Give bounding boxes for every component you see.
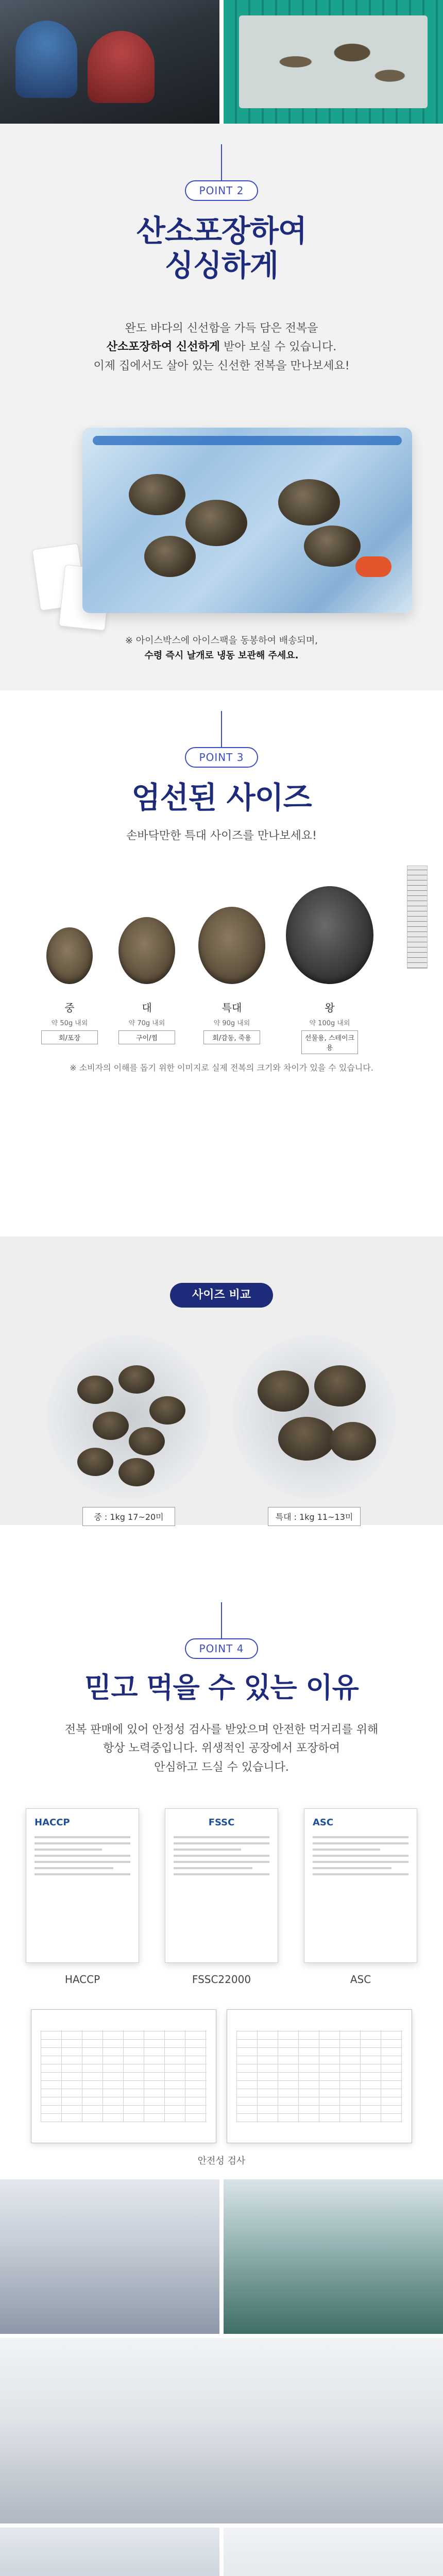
cert-title: ASC (313, 1817, 334, 1828)
factory-photo (0, 2528, 219, 2576)
section-size (0, 690, 443, 1582)
abalone-size-xlarge (198, 907, 265, 984)
safety-test-document (31, 2009, 216, 2143)
abalone-crate-photo (224, 0, 443, 124)
divider-line (221, 1602, 222, 1638)
cert-title: FSSC (208, 1817, 235, 1828)
headline-line-2: 싱싱하게 (164, 247, 279, 283)
ruler-image (407, 866, 428, 969)
abalone-size-large (118, 917, 175, 984)
desc-line-2: 항상 노력중입니다. 위생적인 공장에서 포장하여 (103, 1742, 340, 1755)
section-description (0, 319, 443, 376)
section-headline (0, 214, 443, 282)
top-photo-strip (0, 0, 443, 124)
factory-photo-wide (0, 2338, 443, 2523)
size-disclaimer: ※ 소비자의 이해를 돕기 위한 이미지로 실제 전복의 크기와 차이가 있을 수 있습니다. (70, 1063, 373, 1073)
size-name: 왕 (325, 1002, 335, 1014)
desc-rest: 받아 보실 수 있습니다. (219, 341, 337, 354)
abalone-size-king (286, 886, 373, 984)
abalone-farm-photo (0, 0, 219, 124)
section-description (0, 1721, 443, 1777)
section-oxygen-packing (0, 124, 443, 690)
size-name: 대 (142, 1002, 152, 1014)
size-usage-tag: 선물용, 스테이크용 (301, 1030, 358, 1054)
size-weight: 약 90g 내외 (213, 1020, 250, 1027)
size-name: 중 (64, 1002, 75, 1014)
note-line-1: ※ 아이스박스에 아이스팩을 동봉하여 배송되며, (125, 635, 318, 646)
cert-title: HACCP (35, 1817, 70, 1828)
size-usage-tag: 회/포장 (41, 1030, 98, 1044)
factory-photo (0, 2179, 219, 2334)
divider-line (221, 711, 222, 747)
oxygen-packed-bag-photo (82, 428, 412, 613)
desc-line-1: 전복 판매에 있어 안정성 검사를 받았으며 안전한 먹거리를 위해 (64, 1723, 379, 1736)
size-weight: 약 70g 내외 (128, 1020, 165, 1027)
size-compare-medium-photo (46, 1334, 211, 1499)
size-compare-xlarge-photo (232, 1334, 397, 1499)
desc-line-3: 안심하고 드실 수 있습니다. (154, 1760, 289, 1774)
docs-caption: 안전성 검사 (197, 2156, 246, 2166)
factory-photo (224, 2528, 443, 2576)
cert-caption: HACCP (64, 1973, 100, 1986)
desc-bold: 산소포장하여 신선하게 (106, 341, 220, 354)
asc-certificate-image (304, 1808, 417, 1963)
point-badge: POINT 2 (185, 180, 259, 201)
note-line-2: 수령 즉시 날개로 냉동 보관해 주세요. (144, 650, 299, 661)
size-name: 특대 (222, 1002, 242, 1014)
cert-caption: ASC (350, 1973, 371, 1986)
safety-test-document (227, 2009, 412, 2143)
point-badge: POINT 4 (185, 1638, 259, 1659)
fssc-certificate-image (165, 1808, 278, 1963)
desc-line-2 (0, 338, 443, 357)
size-usage-tag: 구이/찜 (118, 1030, 175, 1044)
factory-photo (224, 2179, 443, 2334)
section-headline: 믿고 먹을 수 있는 이유 (84, 1671, 359, 1704)
section-subtitle: 손바닥만한 특대 사이즈를 만나보세요! (126, 829, 317, 842)
desc-line-3: 이제 집에서도 살아 있는 신선한 전복을 만나보세요! (93, 359, 350, 372)
section-headline: 엄선된 사이즈 (131, 780, 312, 815)
cert-caption: FSSC22000 (192, 1973, 251, 1986)
size-compare-medium-caption: 중 : 1kg 17~20미 (82, 1507, 175, 1526)
packing-note (0, 634, 443, 664)
size-usage-tag: 회/감동, 죽용 (203, 1030, 260, 1044)
section-trust (0, 1582, 443, 2576)
abalone-size-medium (46, 927, 93, 984)
headline-line-1: 산소포장하여 (136, 213, 307, 248)
divider-line (221, 144, 222, 180)
size-compare-xlarge-caption: 특대 : 1kg 11~13미 (268, 1507, 361, 1526)
size-compare-title: 사이즈 비교 (170, 1283, 273, 1308)
desc-line-1: 완도 바다의 신선함을 가득 담은 전복을 (125, 322, 318, 335)
point-badge: POINT 3 (185, 747, 259, 768)
size-weight: 약 50g 내외 (51, 1020, 88, 1027)
haccp-certificate-image (26, 1808, 139, 1963)
size-weight: 약 100g 내외 (309, 1020, 350, 1027)
